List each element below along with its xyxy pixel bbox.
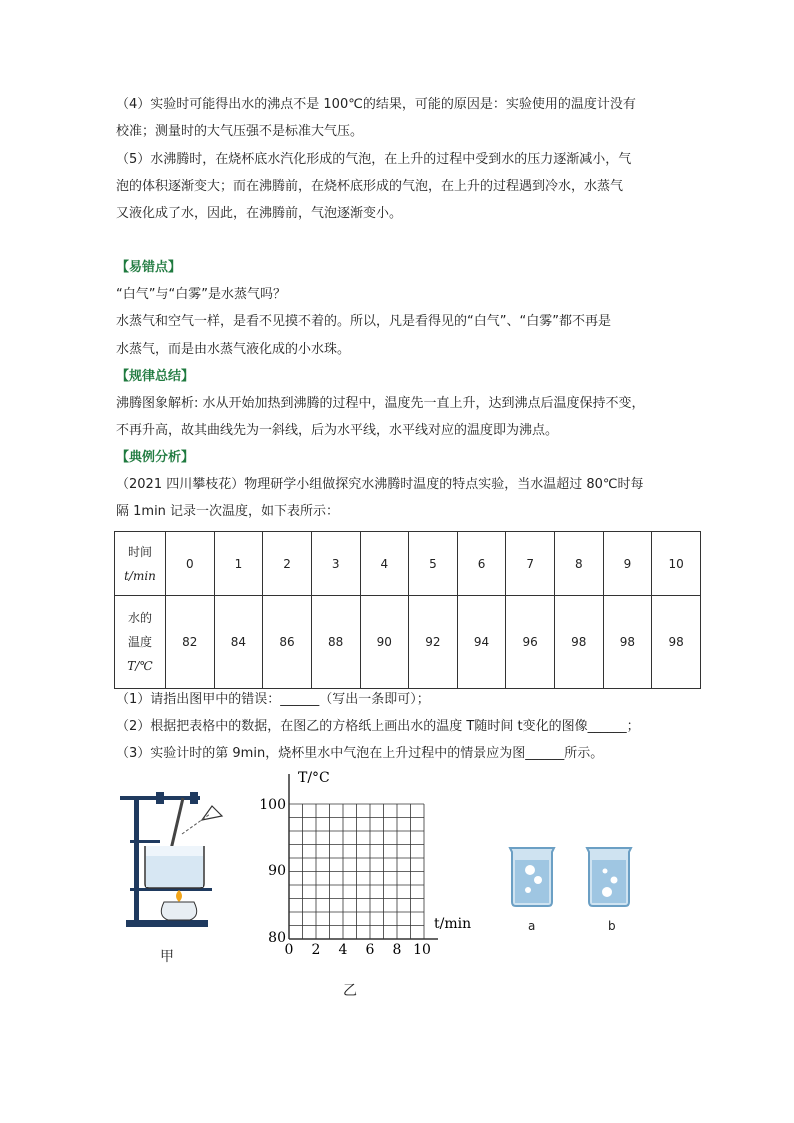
mistake-heading: 【易错点】	[116, 260, 182, 275]
x-tick-label: 6	[365, 942, 375, 958]
mistake-body-line1: 水蒸气和空气一样，是看不见摸不着的。所以，凡是看得见的“白气”、“白雾”都不再是	[116, 314, 611, 329]
time-cell: 1	[214, 532, 263, 596]
bubble-icon	[525, 887, 531, 893]
temp-cell: 84	[214, 596, 263, 689]
bubble-icon	[611, 877, 618, 884]
beaker-b-label: b	[608, 919, 616, 933]
example-heading: 【典例分析】	[116, 450, 195, 465]
temp-cell: 86	[263, 596, 312, 689]
graph-paper	[258, 766, 478, 966]
y-tick-label: 100	[259, 797, 286, 813]
time-cell: 4	[360, 532, 409, 596]
apparatus-illustration	[112, 786, 237, 936]
time-cell: 2	[263, 532, 312, 596]
beaker-a-label: a	[528, 919, 536, 933]
beaker-a-illustration	[506, 844, 558, 908]
time-cell: 5	[409, 532, 458, 596]
temp-cell: 90	[360, 596, 409, 689]
question-3: （3）实验计时的第 9min，烧杯里水中气泡在上升过程中的情景应为图______所示。	[116, 746, 604, 761]
mistake-question: “白气”与“白雾”是水蒸气吗？	[116, 287, 286, 302]
y-tick-label: 80	[268, 930, 286, 946]
graph-x-label: t/min	[434, 916, 472, 932]
example-intro-line1: （2021 四川攀枝花）物理研学小组做探究水沸腾时温度的特点实验，当水温超过 80℃时每	[116, 477, 644, 492]
beaker-b-illustration	[583, 844, 635, 908]
temp-cell: 96	[506, 596, 555, 689]
temp-cell: 98	[652, 596, 701, 689]
stand-base	[126, 920, 208, 927]
table-row-time	[115, 532, 701, 596]
sight-line	[182, 814, 210, 834]
beaker-water	[146, 856, 203, 887]
summary-heading: 【规律总结】	[116, 369, 195, 384]
stand-rod	[134, 796, 139, 921]
clamp-knob-left	[156, 792, 164, 804]
eye-icon	[202, 806, 222, 820]
summary-line1: 沸腾图象解析: 水从开始加热到沸腾的过程中，温度先一直上升，达到沸点后温度保持不变，	[116, 396, 645, 411]
temp-cell: 94	[457, 596, 506, 689]
bubble-icon	[525, 865, 535, 875]
temp-cell: 88	[311, 596, 360, 689]
summary-line2: 不再升高，故其曲线先为一斜线，后为水平线，水平线对应的温度即为沸点。	[116, 423, 559, 438]
bubble-icon	[534, 876, 542, 884]
question-2: （2）根据把表格中的数据，在图乙的方格纸上画出水的温度 T随时间 t变化的图像______；	[116, 719, 640, 734]
bubble-icon	[602, 887, 612, 897]
question-1: （1）请指出图甲中的错误：______（写出一条即可）；	[116, 692, 430, 707]
temp-cell: 82	[166, 596, 215, 689]
flame	[176, 890, 182, 902]
time-cell: 3	[311, 532, 360, 596]
time-cell: 10	[652, 532, 701, 596]
temperature-table	[114, 531, 701, 689]
table-row-temperature	[115, 596, 701, 689]
alcohol-lamp	[161, 902, 196, 920]
x-tick-label: 8	[392, 942, 402, 958]
answer-5-line2: 泡的体积逐渐变大；而在沸腾前，在烧杯底形成的气泡，在上升的过程遇到冷水，水蒸气	[116, 179, 624, 194]
figure-yi-label: 乙	[343, 983, 357, 999]
mistake-body-line2: 水蒸气，而是由水蒸气液化成的小水珠。	[116, 342, 351, 357]
graph-y-label: T/°C	[298, 770, 330, 786]
table-header-temperature: 水的 温度 T/℃	[115, 596, 166, 689]
example-intro-line2: 隔 1min 记录一次温度，如下表所示：	[116, 504, 340, 519]
time-cell: 7	[506, 532, 555, 596]
y-tick-label: 90	[268, 863, 286, 879]
answer-5-line3: 又液化成了水，因此，在沸腾前，气泡逐渐变小。	[116, 206, 403, 221]
time-cell: 0	[166, 532, 215, 596]
temp-cell: 98	[555, 596, 604, 689]
x-tick-label: 4	[338, 942, 348, 958]
time-cell: 9	[603, 532, 652, 596]
bubble-icon	[603, 869, 608, 874]
beaker-clamp	[130, 840, 160, 843]
figure-jia-label: 甲	[160, 949, 174, 965]
x-tick-label: 0	[284, 942, 294, 958]
time-cell: 6	[457, 532, 506, 596]
x-tick-label: 2	[311, 942, 321, 958]
table-header-time: 时间 t/min	[115, 532, 166, 596]
x-tick-label: 10	[413, 942, 431, 958]
clamp-knob-right	[190, 792, 198, 804]
grid-lines	[289, 774, 438, 939]
answer-5-line1: （5）水沸腾时，在烧杯底水汽化形成的气泡，在上升的过程中受到水的压力逐渐减小，气	[116, 152, 632, 167]
temp-cell: 92	[409, 596, 458, 689]
answer-4-line2: 校准；测量时的大气压强不是标准大气压。	[116, 124, 364, 139]
temp-cell: 98	[603, 596, 652, 689]
answer-4-line1: （4）实验时可能得出水的沸点不是 100℃的结果，可能的原因是：实验使用的温度计没有	[116, 97, 636, 112]
time-cell: 8	[555, 532, 604, 596]
